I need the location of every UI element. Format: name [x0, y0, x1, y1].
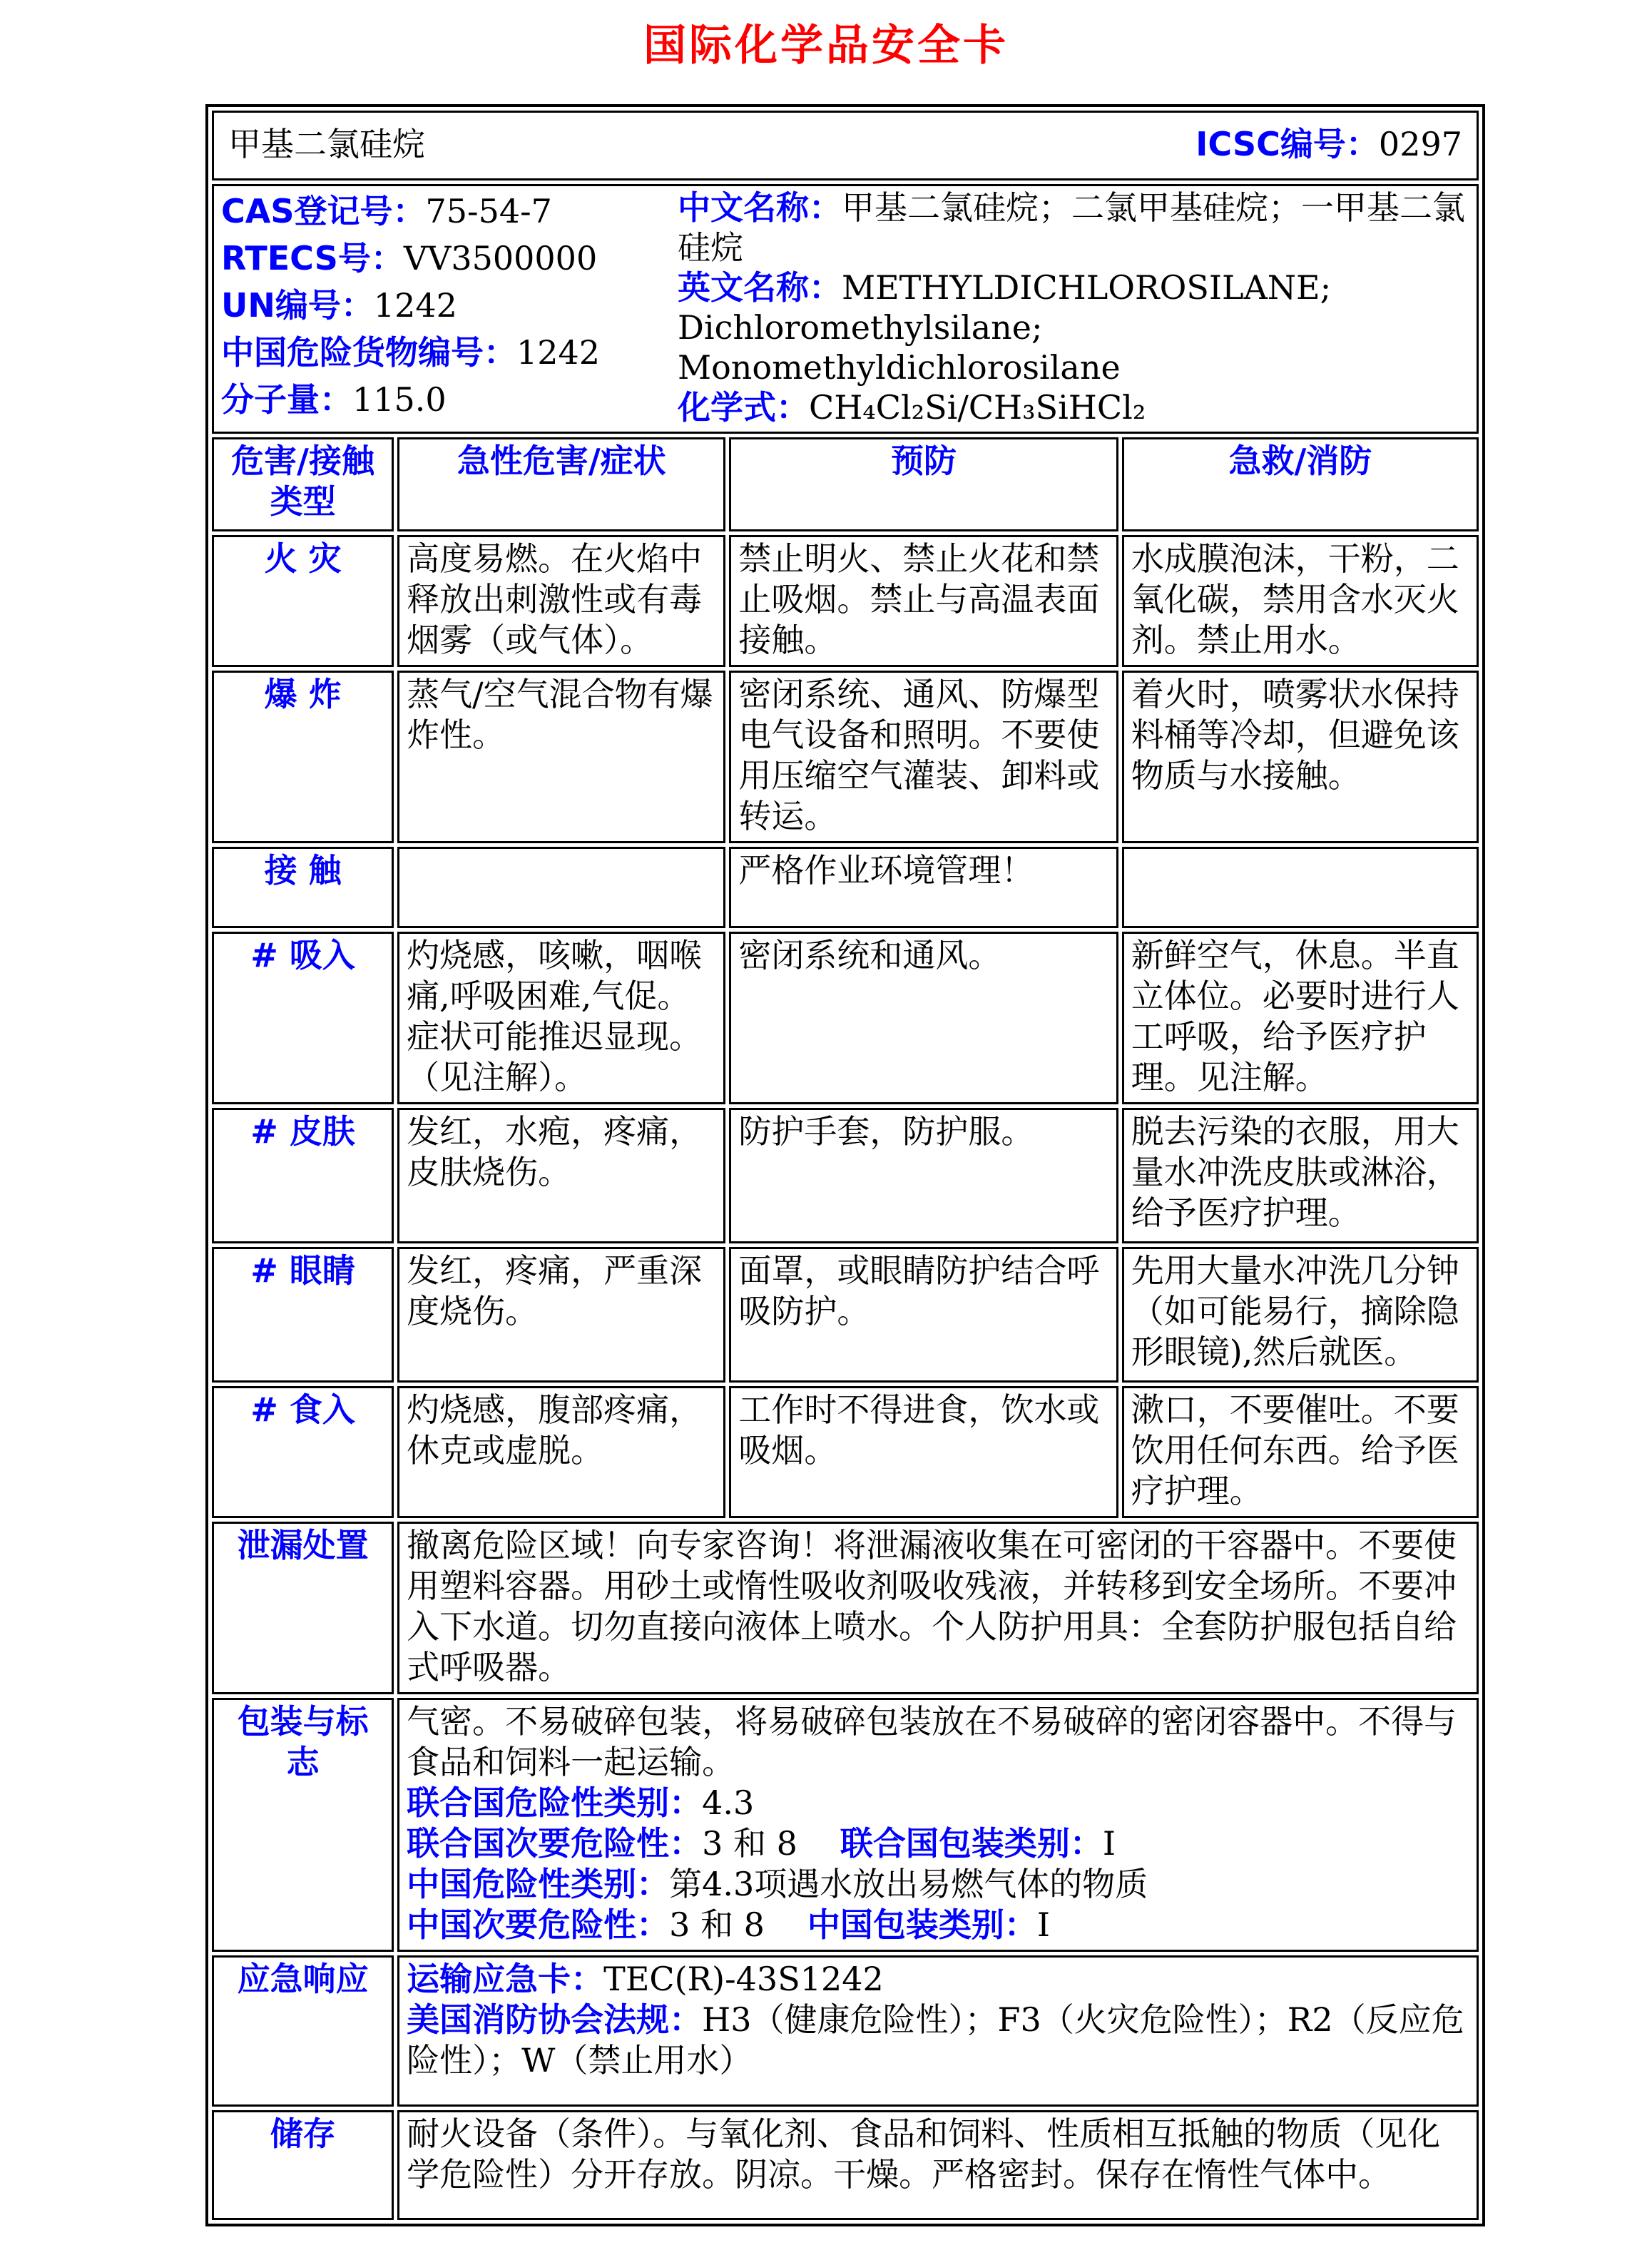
inhalation-firstaid-cell: 新鲜空气，休息。半直立体位。必要时进行人工呼吸，给予医疗护理。见注解。: [1122, 932, 1479, 1104]
hazard-header-row: [212, 437, 1479, 531]
identification-row: [212, 184, 1479, 434]
un-subsidiary-line: 联合国次要危险性：3 和 8 联合国包装类别：I: [407, 1824, 1116, 1863]
skin-symptoms-cell: 发红，水疱，疼痛，皮肤烧伤。: [397, 1108, 725, 1243]
packaging-row: [212, 1698, 1479, 1952]
page-title: 国际化学品安全卡: [643, 21, 1009, 71]
storage-row: [212, 2110, 1479, 2220]
ingestion-firstaid-cell: 漱口，不要催吐。不要饮用任何东西。给予医疗护理。: [1122, 1386, 1479, 1518]
skin-label: # 皮肤: [212, 1108, 394, 1243]
name-row: [212, 111, 1479, 180]
fire-prevention-cell: 禁止明火、禁止火花和禁止吸烟。禁止与高温表面接触。: [729, 535, 1118, 667]
inhalation-prevention-cell: 密闭系统和通风。: [729, 932, 1118, 1104]
contact-prevention-cell: 严格作业环境管理！: [729, 847, 1118, 928]
contact-firstaid-cell: [1122, 847, 1479, 928]
storage-text: 耐火设备（条件）。与氧化剂、食品和饲料、性质相互抵触的物质（见化学危险性）分开存放。阴凉。干燥。严格密封。保存在惰性气体中。: [397, 2110, 1479, 2220]
cn-dangerous-goods-number-line: 中国危险货物编号：1242: [221, 333, 601, 372]
header-symptoms: 急性危害/症状: [397, 437, 725, 531]
fire-label: 火 灾: [212, 535, 394, 667]
un-number-line: UN编号：1242: [221, 286, 457, 325]
hazard-row-explosion: [212, 671, 1479, 843]
spill-disposal-label: 泄漏处置: [212, 1522, 394, 1694]
emergency-response-row: [212, 1955, 1479, 2107]
un-hazard-class-line: 联合国危险性类别：4.3: [407, 1783, 755, 1822]
fire-firstaid-cell: 水成膜泡沫，干粉，二氧化碳，禁用含水灭火剂。禁止用水。: [1122, 535, 1479, 667]
chinese-name-line: 中文名称：甲基二氯硅烷；二氯甲基硅烷；一甲基二氯硅烷: [678, 188, 1465, 267]
cas-number-line: CAS登记号：75-54-7: [221, 192, 552, 230]
nfpa-code-line: 美国消防协会法规：H3（健康危险性）；F3（火灾危险性）；R2（反应危险性）；W（禁止用水）: [407, 2000, 1464, 2080]
hazard-row-ingestion: [212, 1386, 1479, 1518]
molecular-weight-line: 分子量：115.0: [221, 380, 447, 419]
cn-subsidiary-line: 中国次要危险性：3 和 8 中国包装类别：I: [407, 1905, 1051, 1944]
skin-firstaid-cell: 脱去污染的衣服，用大量水冲洗皮肤或淋浴，给予医疗护理。: [1122, 1108, 1479, 1243]
identification-right: [678, 188, 1469, 427]
explosion-label: 爆 炸: [212, 671, 394, 843]
explosion-firstaid-cell: 着火时，喷雾状水保持料桶等冷却，但避免该物质与水接触。: [1122, 671, 1479, 843]
eyes-symptoms-cell: 发红，疼痛，严重深度烧伤。: [397, 1247, 725, 1383]
spill-disposal-text: 撤离危险区域！向专家咨询！将泄漏液收集在可密闭的干容器中。不要使用塑料容器。用砂土或惰性吸收剂吸收残液，并转移到安全场所。不要冲入下水道。切勿直接向液体上喷水。个人防护用具：全套防护服包括自给式呼吸器。: [397, 1522, 1479, 1694]
header-hazard-type: 危害/接触类型: [212, 437, 394, 531]
hazard-row-inhalation: [212, 932, 1479, 1104]
storage-label: 储存: [212, 2110, 394, 2220]
rtecs-number-line: RTECS号：VV3500000: [221, 239, 598, 278]
inhalation-label: # 吸入: [212, 932, 394, 1104]
ingestion-prevention-cell: 工作时不得进食，饮水或吸烟。: [729, 1386, 1118, 1518]
eyes-prevention-cell: 面罩，或眼睛防护结合呼吸防护。: [729, 1247, 1118, 1383]
icsc-number-field: [1195, 124, 1462, 165]
chemical-name: 甲基二氯硅烷: [228, 124, 425, 163]
icsc-label: ICSC编号：: [1195, 124, 1379, 163]
icsc-number: 0297: [1378, 124, 1462, 163]
hazard-row-contact: [212, 847, 1479, 928]
packaging-intro: 气密。不易破碎包装，将易破碎包装放在不易破碎的密闭容器中。不得与食品和饲料一起运输。: [407, 1702, 1457, 1781]
emergency-response-label: 应急响应: [212, 1955, 394, 2107]
identification-left: [221, 188, 678, 427]
contact-label: 接 触: [212, 847, 394, 928]
contact-symptoms-cell: [397, 847, 725, 928]
chemical-formula-line: 化学式：CH₄Cl₂Si/CH₃SiHCl₂: [678, 388, 1146, 427]
eyes-label: # 眼睛: [212, 1247, 394, 1383]
inhalation-symptoms-cell: 灼烧感，咳嗽，咽喉痛,呼吸困难,气促。症状可能推迟显现。（见注解）。: [397, 932, 725, 1104]
header-firstaid: 急救/消防: [1122, 437, 1479, 531]
safety-card-table: [205, 104, 1485, 2226]
spill-disposal-row: [212, 1522, 1479, 1694]
hazard-row-eyes: [212, 1247, 1479, 1383]
fire-symptoms-cell: 高度易燃。在火焰中释放出刺激性或有毒烟雾（或气体）。: [397, 535, 725, 667]
ingestion-symptoms-cell: 灼烧感，腹部疼痛，休克或虚脱。: [397, 1386, 725, 1518]
explosion-prevention-cell: 密闭系统、通风、防爆型电气设备和照明。不要使用压缩空气灌装、卸料或转运。: [729, 671, 1118, 843]
eyes-firstaid-cell: 先用大量水冲洗几分钟（如可能易行，摘除隐形眼镜),然后就医。: [1122, 1247, 1479, 1383]
english-name-line: 英文名称：METHYLDICHLOROSILANE; Dichloromethylsilane; Monomethyldichlorosilane: [678, 268, 1332, 387]
emergency-response-content: [397, 1955, 1479, 2107]
cn-hazard-class-line: 中国危险性类别：第4.3项遇水放出易燃气体的物质: [407, 1865, 1148, 1903]
packaging-content: [397, 1698, 1479, 1952]
hazard-row-fire: [212, 535, 1479, 667]
hazard-row-skin: [212, 1108, 1479, 1243]
skin-prevention-cell: 防护手套，防护服。: [729, 1108, 1118, 1243]
packaging-label: 包装与标志: [212, 1698, 394, 1952]
chemical-formula: CH₄Cl₂Si/CH₃SiHCl₂: [809, 388, 1146, 427]
ingestion-label: # 食入: [212, 1386, 394, 1518]
transport-emergency-card-line: 运输应急卡：TEC(R)-43S1242: [407, 1960, 884, 1998]
explosion-symptoms-cell: 蒸气/空气混合物有爆炸性。: [397, 671, 725, 843]
header-prevention: 预防: [729, 437, 1118, 531]
